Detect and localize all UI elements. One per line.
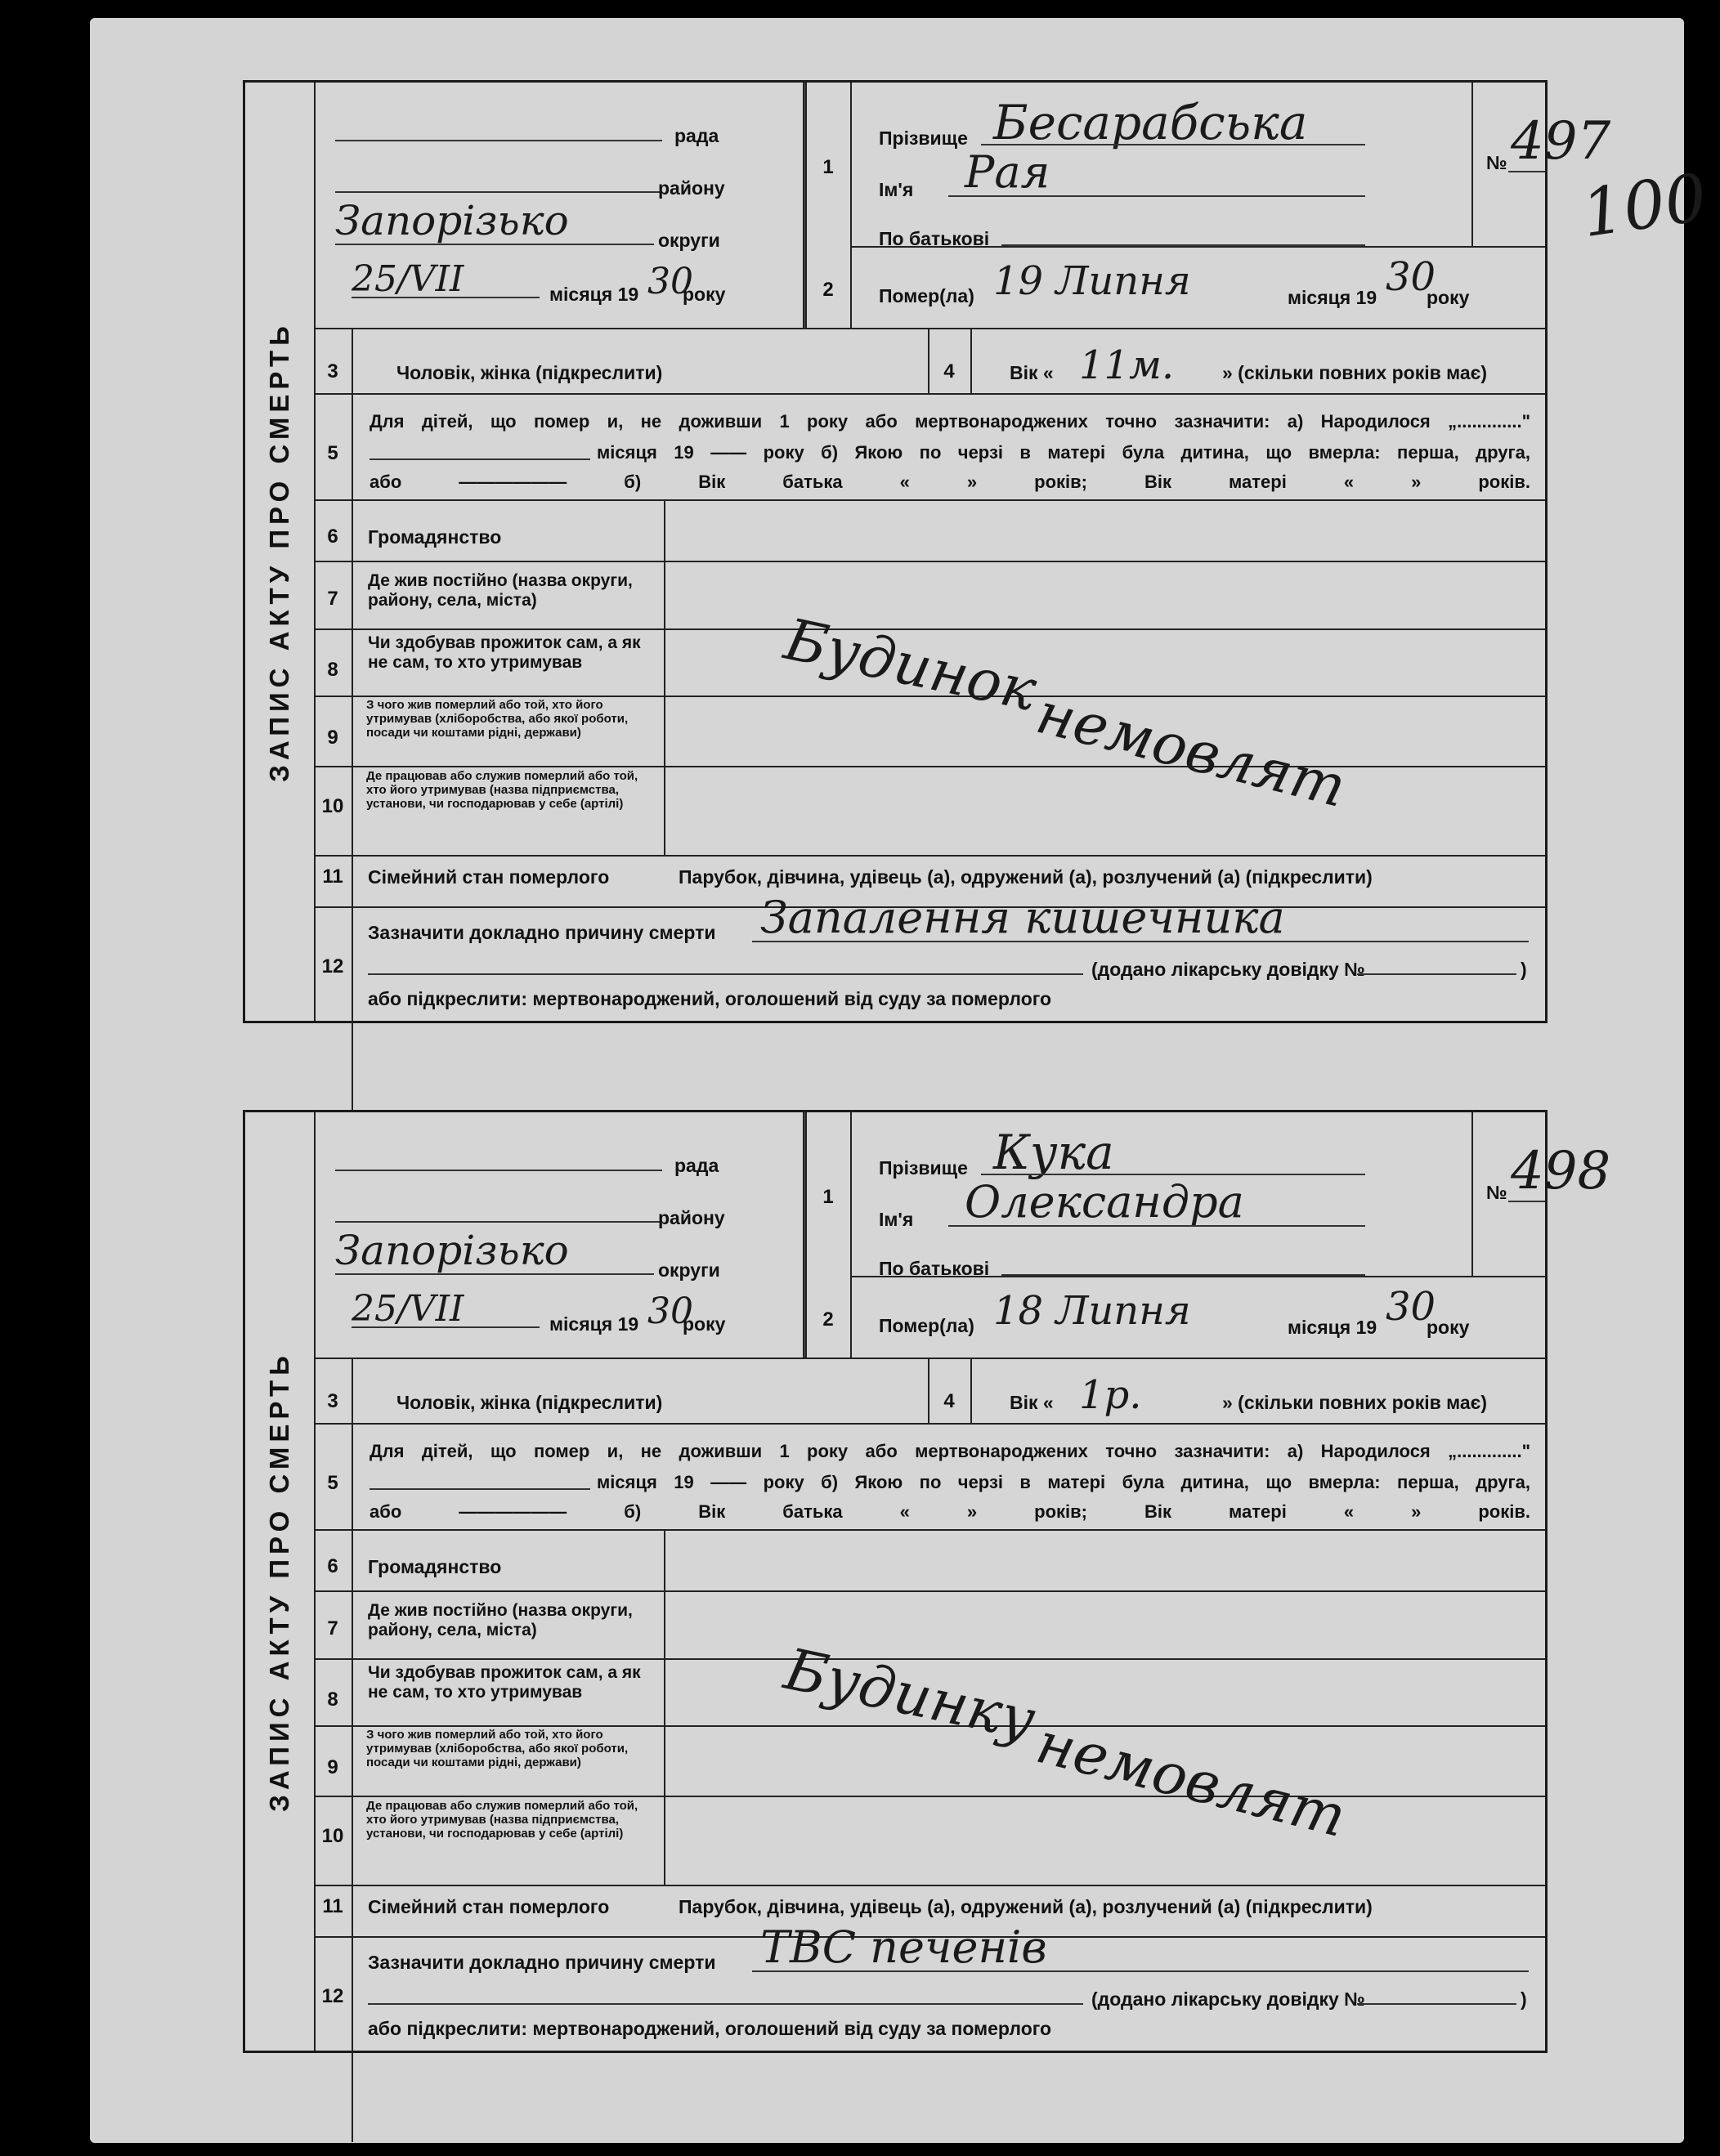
children-line-2: місяця 19 —— року б) Якою по черзі в матері була дитина, що вмерла: перша, друга, — [597, 1472, 1530, 1492]
marital-status-label: Сімейний стан померлого — [368, 1896, 610, 1917]
death-month-label: місяця 19 — [1288, 287, 1377, 308]
name-value: Рая — [965, 146, 1050, 198]
registration-year-value: 30 — [647, 1290, 693, 1332]
stillborn-footer: або підкреслити: мертвонароджений, оголошений від суду за померлого — [368, 2018, 1052, 2039]
row-11-number: 11 — [322, 866, 343, 888]
registration-date-value: 25/VII — [352, 1288, 464, 1330]
row-7-number: 7 — [327, 588, 338, 610]
row-2-number: 2 — [822, 279, 834, 301]
age-label: Вік « — [1010, 1392, 1054, 1413]
side-title — [245, 83, 314, 1021]
name-label: Ім'я — [879, 179, 914, 200]
children-line-1: Для дітей, що помер и, не доживши 1 року або мертвонароджених точно зазначити: а) Народилося „............." — [370, 1441, 1530, 1461]
row-4-number: 4 — [943, 360, 955, 382]
row-4-number: 4 — [943, 1390, 955, 1412]
livelihood-label: Чи здобував прожиток сам, а як не сам, то хто утримував — [368, 633, 641, 672]
cause-value: Запалення кишечника — [760, 892, 1285, 943]
death-year-suffix: року — [1427, 287, 1470, 308]
registration-month-label: місяця 19 — [549, 284, 639, 305]
rada-label: рада — [674, 1155, 719, 1176]
cause-label: Зазначити докладно причину смерти — [368, 922, 716, 943]
gender-label: Чоловік, жінка (підкреслити) — [396, 1392, 663, 1413]
name-label: Ім'я — [879, 1209, 914, 1230]
row-10-number: 10 — [321, 1825, 344, 1847]
death-record-form-2 — [243, 1110, 1611, 2053]
death-day-value: 18 Липня — [993, 1288, 1191, 1334]
row-5-number: 5 — [327, 1472, 338, 1494]
row-6-number: 6 — [327, 526, 338, 548]
side-title — [245, 1112, 314, 2051]
row-12-number: 12 — [321, 955, 344, 977]
row-8-number: 8 — [327, 659, 338, 681]
certificate-end: ) — [1521, 1988, 1527, 2010]
row-3-number: 3 — [327, 1390, 338, 1412]
okruhy-value: Запорізько — [335, 1227, 569, 1274]
row-3-number: 3 — [327, 360, 338, 382]
residence-value-line-1: Будинок — [778, 606, 1042, 724]
death-month-label: місяця 19 — [1288, 1317, 1377, 1338]
margin-note: 100 — [1577, 159, 1712, 253]
stillborn-footer: або підкреслити: мертвонароджений, оголошений від суду за померлого — [368, 988, 1052, 1009]
death-record-form-1 — [243, 80, 1611, 1023]
age-value: 11м. — [1079, 342, 1175, 388]
row-9-number: 9 — [327, 727, 338, 749]
residence-value-line-2: немовлят — [1030, 1709, 1353, 1850]
citizenship-label: Громадянство — [368, 526, 502, 548]
certificate-end: ) — [1521, 959, 1527, 980]
workplace-label: Де працював або служив померлий або той, хто його утримував (назва підприємства, установи, чи господарював у себе (артілі) — [366, 1799, 638, 1841]
surname-label: Прізвище — [879, 1157, 968, 1179]
children-line-1: Для дітей, що помер и, не доживши 1 року або мертвонароджених точно зазначити: а) Народилося „............." — [370, 411, 1530, 432]
registration-date-value: 25/VII — [352, 258, 464, 300]
surname-value: Бесарабська — [993, 95, 1308, 150]
row-1-number: 1 — [822, 156, 834, 178]
registration-year-suffix: року — [683, 284, 726, 305]
source-of-living-label: З чого жив померлий або той, хто його утримував (хліборобства, або якої роботи, посади чи коштами рідні, держави) — [366, 698, 629, 740]
registration-month-label: місяця 19 — [549, 1313, 639, 1335]
patronymic-label: По батькові — [879, 1258, 990, 1279]
children-line-2: місяця 19 —— року б) Якою по черзі в матері була дитина, що вмерла: перша, друга, — [597, 442, 1530, 463]
row-7-number: 7 — [327, 1617, 338, 1639]
row-9-number: 9 — [327, 1756, 338, 1778]
rada-label: рада — [674, 125, 719, 146]
death-day-value: 19 Липня — [993, 258, 1191, 304]
certificate-label: (додано лікарську довідку № — [1091, 959, 1365, 980]
age-suffix: » (скільки повних років має) — [1222, 362, 1488, 383]
registration-year-suffix: року — [683, 1313, 726, 1335]
workplace-label: Де працював або служив померлий або той, хто його утримував (назва підприємства, установи, чи господарював у себе (артілі) — [366, 769, 638, 811]
patronymic-label: По батькові — [879, 228, 990, 249]
surname-value: Кука — [993, 1125, 1114, 1180]
record-number-prefix: № — [1486, 1182, 1507, 1203]
row-10-number: 10 — [321, 795, 344, 817]
age-suffix: » (скільки повних років має) — [1222, 1392, 1488, 1413]
row-11-number: 11 — [322, 1895, 343, 1917]
residence-value-line-1: Будинку — [778, 1635, 1041, 1754]
children-line-3: або —————— б) Вік батька « » років; Вік матері « » років. — [370, 1501, 1530, 1522]
source-of-living-label: З чого жив померлий або той, хто його утримував (хліборобства, або якої роботи, посади чи коштами рідні, держави) — [366, 1728, 629, 1769]
row-12-number: 12 — [321, 1985, 344, 2007]
marital-status-label: Сімейний стан померлого — [368, 866, 610, 888]
died-label: Помер(ла) — [879, 285, 974, 306]
row-1-number: 1 — [822, 1186, 834, 1208]
row-6-number: 6 — [327, 1555, 338, 1577]
row-2-number: 2 — [822, 1308, 834, 1331]
marital-status-options: Парубок, дівчина, удівець (а), одружений (а), розлучений (а) (підкреслити) — [679, 1896, 1373, 1917]
cause-value: ТВС печенів — [760, 1921, 1047, 1973]
certificate-label: (додано лікарську довідку № — [1091, 1988, 1365, 2010]
death-year-suffix: року — [1427, 1317, 1470, 1338]
row-8-number: 8 — [327, 1689, 338, 1711]
record-number-prefix: № — [1486, 152, 1507, 173]
death-year-value: 30 — [1386, 254, 1436, 300]
okruhy-label: округи — [658, 1259, 720, 1281]
age-value: 1р. — [1079, 1372, 1142, 1418]
gender-label: Чоловік, жінка (підкреслити) — [396, 362, 663, 383]
livelihood-label: Чи здобував прожиток сам, а як не сам, то хто утримував — [368, 1663, 641, 1702]
side-title-text: ЗАПИС АКТУ ПРО СМЕРТЬ — [264, 321, 294, 782]
raionu-label: району — [658, 1207, 725, 1228]
cause-label: Зазначити докладно причину смерти — [368, 1952, 716, 1973]
record-number-value: 498 — [1511, 1141, 1611, 1201]
residence-label: Де жив постійно (назва округи, району, села, міста) — [368, 1601, 633, 1639]
row-5-number: 5 — [327, 442, 338, 464]
side-title-text: ЗАПИС АКТУ ПРО СМЕРТЬ — [264, 1351, 294, 1812]
registration-year-value: 30 — [647, 261, 693, 302]
death-year-value: 30 — [1386, 1284, 1436, 1330]
okruhy-value: Запорізько — [335, 197, 569, 244]
age-label: Вік « — [1010, 362, 1054, 383]
children-line-3: або —————— б) Вік батька « » років; Вік матері « » років. — [370, 472, 1530, 492]
surname-label: Прізвище — [879, 127, 968, 149]
residence-label: Де жив постійно (назва округи, району, села, міста) — [368, 571, 633, 610]
name-value: Олександра — [965, 1176, 1244, 1228]
died-label: Помер(ла) — [879, 1315, 974, 1336]
raionu-label: району — [658, 177, 725, 199]
record-number-value: 497 — [1511, 111, 1611, 172]
marital-status-options: Парубок, дівчина, удівець (а), одружений (а), розлучений (а) (підкреслити) — [679, 866, 1373, 888]
citizenship-label: Громадянство — [368, 1556, 502, 1577]
okruhy-label: округи — [658, 230, 720, 251]
residence-value-line-2: немовлят — [1030, 679, 1353, 821]
